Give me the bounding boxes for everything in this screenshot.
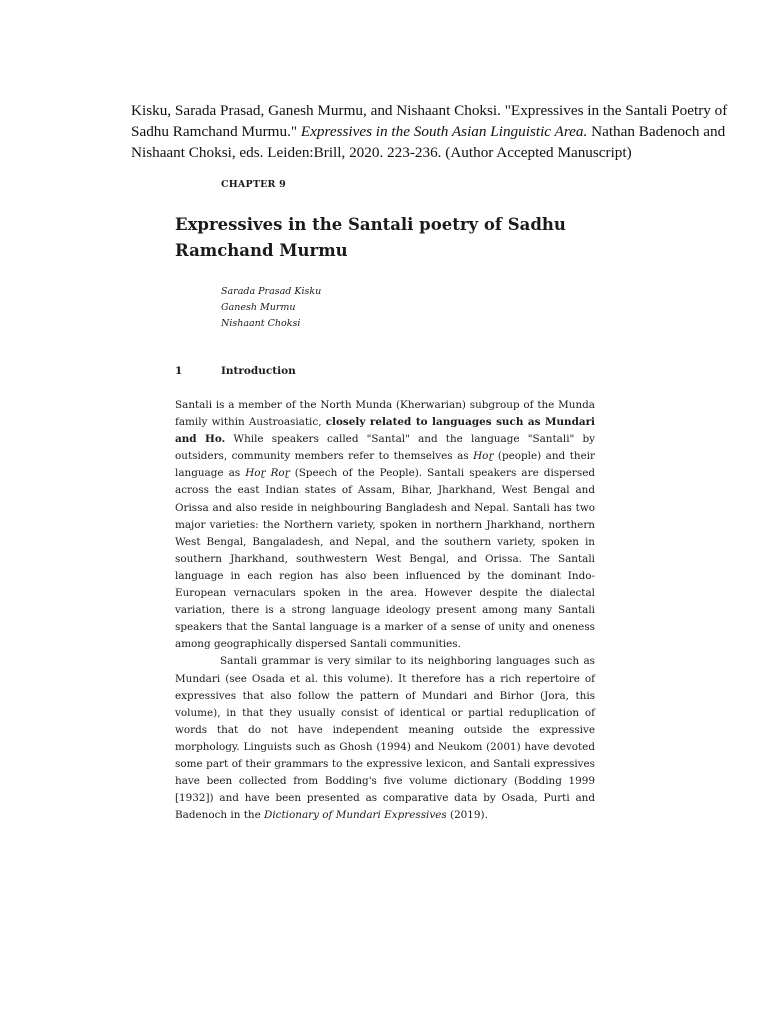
term-hor: Hoɽ xyxy=(473,450,494,463)
paragraph-text: (people) and their language as xyxy=(175,450,596,480)
paragraph xyxy=(175,397,595,653)
paragraph-text: While speakers called "Santal" and the language "Santali" by outsiders, community members refer to themselves as xyxy=(175,433,595,463)
citation-text: Kisku, Sarada Prasad, Ganesh Murmu, and Nishaant Choksi. "Expressives in the Santali Poetry of Sadhu Ramchand Murmu." xyxy=(131,102,728,140)
term-hor-ror: Hoɽ Roɽ xyxy=(245,467,290,480)
citation-book-title: Expressives in the South Asian Linguistic Area. xyxy=(300,123,588,140)
author-name: Sarada Prasad Kisku xyxy=(221,286,322,297)
chapter-title xyxy=(175,212,595,264)
emphasis-text: closely related to languages such as Mundari and Ho. xyxy=(175,416,596,446)
section-number: 1 xyxy=(175,365,183,377)
term-santali: Santali xyxy=(175,399,213,411)
chapter-title-line-1: Expressives in the Santali poetry of Sadhu xyxy=(175,215,566,234)
paragraph xyxy=(175,653,595,824)
body-text xyxy=(175,397,595,824)
section-title: Introduction xyxy=(221,365,296,377)
author-name: Ganesh Murmu xyxy=(221,302,296,313)
chapter-title-line-2: Ramchand Murmu xyxy=(175,241,348,260)
author-name: Nishaant Choksi xyxy=(221,318,301,329)
chapter-label: CHAPTER 9 xyxy=(221,179,286,190)
paragraph-text: (Speech of the People). Santali speakers are dispersed across the east Indian states of Assam, Bihar, Jharkhand, West Bengal and Orissa and also reside in neighbouring Bangladesh and Nepal. Santali has two major varieties: the Northern variety, spoken in northern Jharkhand, northern West Bengal, Bangaladesh, and Nepal, and the southern variety, spoken in southern Jharkhand, southwestern West Bengal, and Orissa. The Santali language in each region has also been influenced by the dominant Indo-European vernaculars spoken in the area. However despite the dialectal variation, there is a strong language ideology present among many Santali speakers that the Santal language is a marker of a sense of unity and oneness among geographically dispersed Santali communities. xyxy=(175,467,595,651)
paragraph-text: is a member of the North Munda (Kherwarian) subgroup of the Munda family within Austroasiatic, xyxy=(175,399,595,429)
citation-publication: Nathan Badenoch and Nishaant Choksi, eds. Leiden:Brill, 2020. 223-236. (Author Accepted Manuscript) xyxy=(131,123,726,161)
citation xyxy=(131,100,741,163)
author-list xyxy=(221,284,321,332)
dictionary-title: Dictionary of Mundari Expressives xyxy=(264,809,447,822)
paragraph-text: (2019). xyxy=(446,809,488,822)
paragraph-text: Santali grammar is very similar to its neighboring languages such as Mundari (see Osada et al. this volume). It therefore has a rich repertoire of expressives that also follow the pattern of Mundari and Birhor (Jora, this volume), in that they usually consist of identical or partial reduplication of words that do not have independent meaning outside the expressive morphology. Linguists such as Ghosh (1994) and Neukom (2001) have devoted some part of their grammars to the expressive lexicon, and Santali expressives have been collected from Bodding's five volume dictionary (Bodding 1999 [1932]) and have been presented as comparative data by Osada, Purti and Badenoch in the xyxy=(175,655,595,822)
